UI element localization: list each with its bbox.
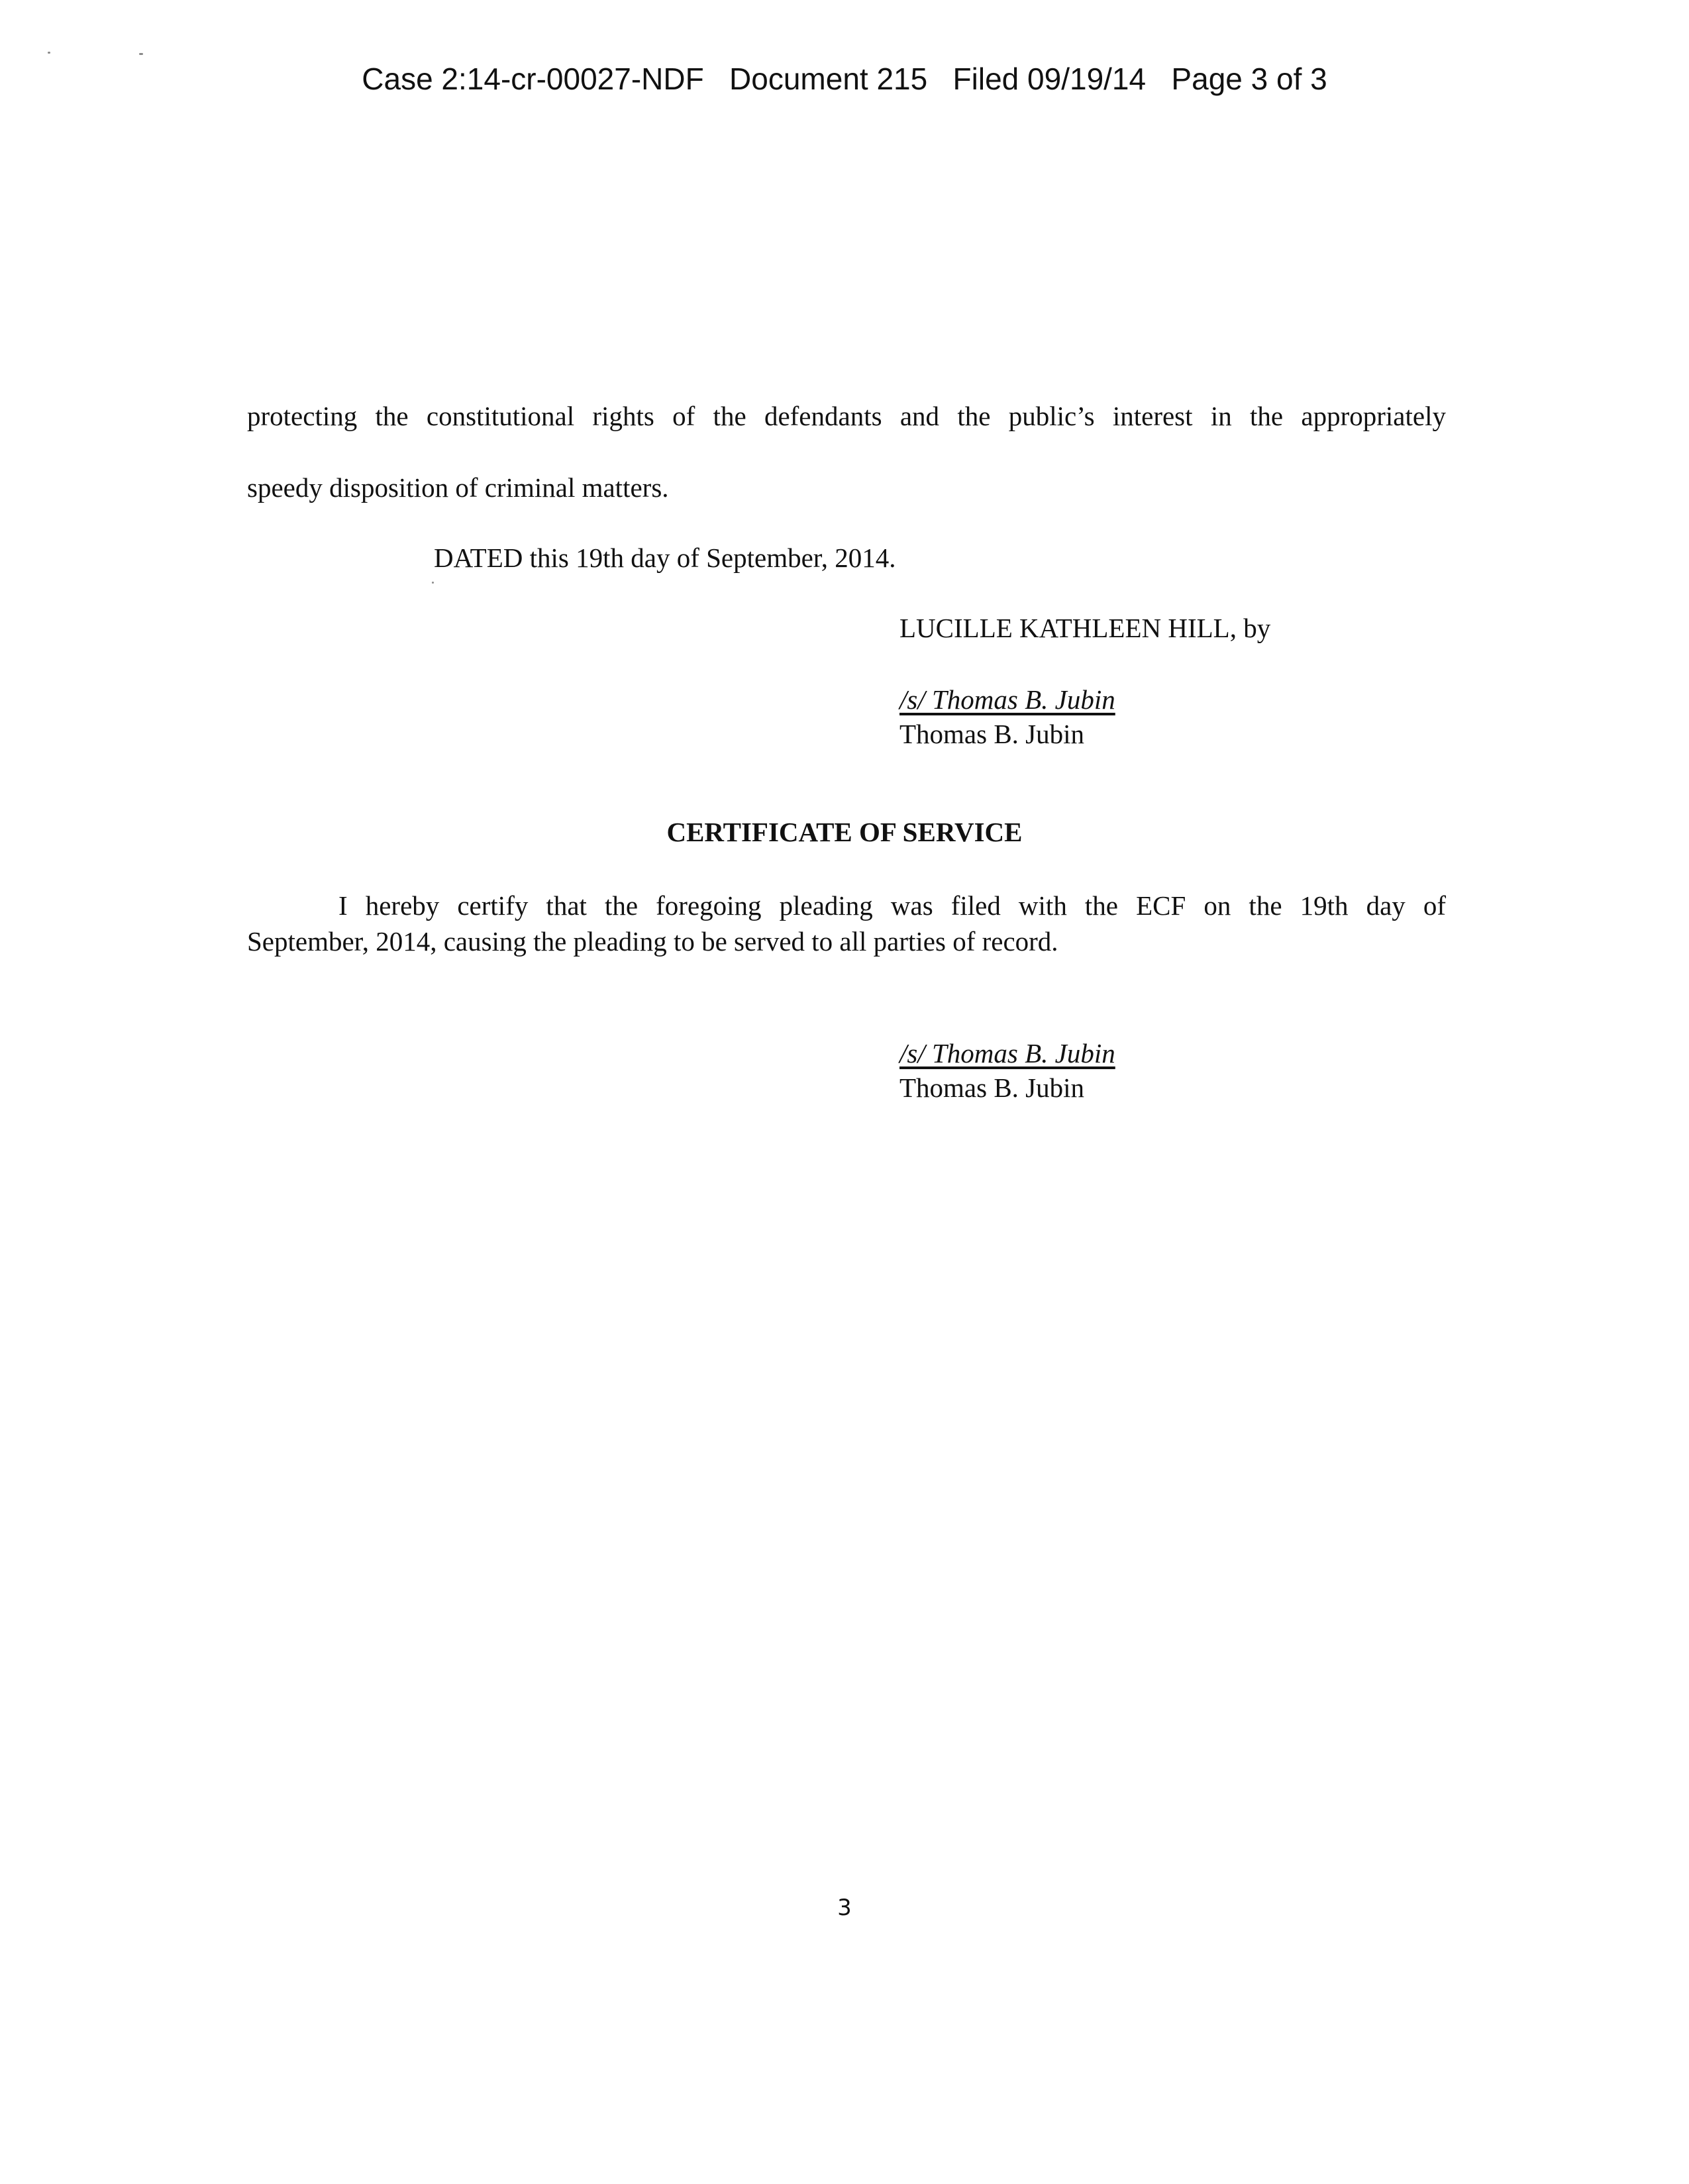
electronic-signature: /s/ Thomas B. Jubin xyxy=(899,1038,1115,1068)
scan-speck xyxy=(432,582,434,584)
body-text-line-1: protecting the constitutional rights of the defendants and the public’s interest in the appropriately xyxy=(247,401,1446,431)
certificate-paragraph xyxy=(247,888,1446,959)
certificate-line-1: I hereby certify that the foregoing pleading was filed with the ECF on the 19th day of xyxy=(338,890,1446,921)
scan-speck xyxy=(139,53,143,55)
certificate-line-2: September, 2014, causing the pleading to be served to all parties of record. xyxy=(247,926,1058,957)
signer-name: Thomas B. Jubin xyxy=(899,719,1085,749)
dated-line: DATED this 19th day of September, 2014. xyxy=(434,543,896,573)
body-text-line-2: speedy disposition of criminal matters. xyxy=(247,472,669,503)
electronic-signature: /s/ Thomas B. Jubin xyxy=(899,684,1115,715)
signer-name: Thomas B. Jubin xyxy=(899,1072,1085,1103)
page-number: 3 xyxy=(837,1895,852,1921)
scan-speck xyxy=(48,52,50,54)
case-header: Case 2:14-cr-00027-NDF Document 215 Filed 09/19/14 Page 3 of 3 xyxy=(362,62,1327,96)
certificate-heading: CERTIFICATE OF SERVICE xyxy=(666,817,1023,847)
signing-party: LUCILLE KATHLEEN HILL, by xyxy=(899,613,1271,643)
